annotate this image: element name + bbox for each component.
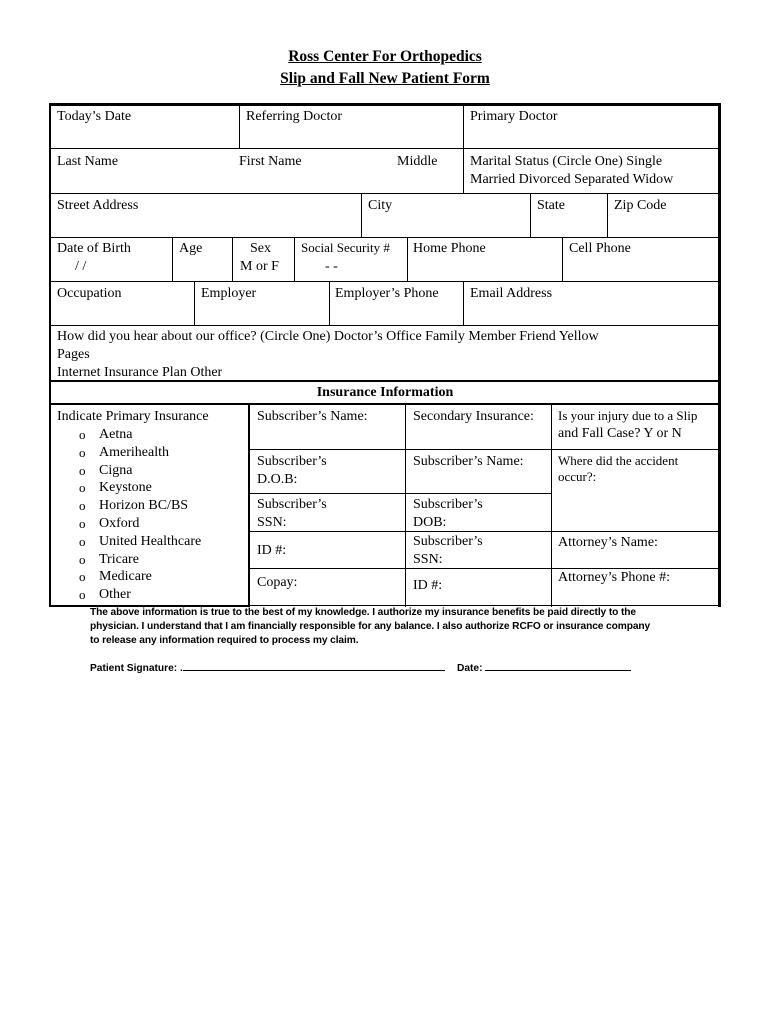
col-divider [562,237,563,281]
insurance-option[interactable] [57,426,201,444]
col-divider [530,193,531,237]
slip-fall-case-options[interactable]: and Fall Case? Y or N [558,426,682,441]
field-sec-subscriber-name[interactable]: Subscriber’s Name: [413,454,524,469]
row-divider [250,493,551,494]
circle-bullet-icon: o [79,444,86,460]
insurance-option[interactable] [57,479,201,497]
field-age[interactable]: Age [179,241,203,256]
col-divider [463,103,464,193]
patient-form [49,103,721,607]
col-divider [294,237,295,281]
field-city[interactable]: City [368,198,393,213]
insurance-option[interactable] [57,551,201,569]
insurance-option-label: Oxford [99,515,140,531]
field-subscriber-ssn[interactable]: Subscriber’s [257,497,327,512]
field-email-address[interactable]: Email Address [470,286,553,301]
field-date-of-birth[interactable]: Date of Birth [57,241,131,256]
circle-bullet-icon: o [79,551,86,567]
primary-insurance-options [57,426,201,604]
row-divider [49,325,721,326]
field-employer-phone[interactable]: Employer’s Phone [335,286,439,301]
insurance-option-label: Cigna [99,462,133,478]
insurance-option-label: Tricare [99,551,139,567]
border-left [49,103,51,607]
field-subscriber-name[interactable]: Subscriber’s Name: [257,409,368,424]
col-divider [194,281,195,325]
field-state[interactable]: State [537,198,565,213]
field-attorney-phone[interactable]: Attorney’s Phone #: [558,570,670,585]
field-sec-subscriber-dob[interactable]: Subscriber’s [413,497,483,512]
row-divider [49,148,721,149]
insurance-option[interactable] [57,533,201,551]
field-street-address[interactable]: Street Address [57,198,139,213]
date-field[interactable] [457,660,631,674]
field-primary-doctor[interactable]: Primary Doctor [470,109,558,124]
sec-subscriber-ssn-label: SSN: [413,552,443,567]
signature-line[interactable] [183,660,445,671]
insurance-option-label: Amerihealth [99,444,169,460]
field-sec-id-number[interactable]: ID #: [413,578,443,593]
referral-source-cont[interactable]: Pages [57,347,90,362]
field-zip-code[interactable]: Zip Code [614,198,667,213]
row-divider [49,237,721,238]
col-divider [361,193,362,237]
circle-bullet-icon: o [79,427,86,442]
col-divider [407,237,408,281]
insurance-option[interactable] [57,462,201,480]
field-secondary-insurance[interactable]: Secondary Insurance: [413,409,534,424]
col-divider [232,237,233,281]
field-first-name[interactable]: First Name [239,154,302,169]
circle-bullet-icon: o [79,569,86,585]
patient-signature-field[interactable] [90,660,445,674]
insurance-option[interactable] [57,497,201,515]
circle-bullet-icon: o [79,515,86,531]
circle-bullet-icon: o [79,587,86,603]
insurance-option[interactable] [57,568,201,586]
insurance-option-label: United Healthcare [99,533,202,549]
sec-subscriber-dob-label: DOB: [413,515,447,530]
col-divider [405,405,406,607]
circle-bullet-icon: o [79,480,86,496]
insurance-option-label: Aetna [99,427,133,442]
circle-bullet-icon: o [79,462,86,478]
referral-source-options[interactable]: Internet Insurance Plan Other [57,365,223,380]
field-id-number[interactable]: ID #: [257,543,287,558]
circle-bullet-icon: o [79,533,86,549]
ssn-dashes: - - [325,259,338,274]
field-todays-date[interactable]: Today’s Date [57,109,132,124]
authorization-line: physician. I understand that I am financially responsible for any balance. I also authorize RCFO or insurance company [90,621,651,632]
accident-location-cont: occur?: [558,469,597,484]
field-copay[interactable]: Copay: [257,575,298,590]
org-title: Ross Center For Orthopedics [288,48,482,65]
row-divider [49,193,721,194]
marital-options[interactable]: Married Divorced Separated Widow [470,172,674,187]
circle-bullet-icon: o [79,498,86,514]
insurance-heading: Insurance Information [316,385,454,400]
authorization-line: The above information is true to the best of my knowledge. I authorize my insurance benefits be paid directly to the [90,607,636,618]
insurance-option-label: Other [99,587,131,603]
field-home-phone[interactable]: Home Phone [413,241,486,256]
field-subscriber-dob[interactable]: Subscriber’s [257,454,327,469]
field-middle[interactable]: Middle [397,154,438,169]
col-divider [172,237,173,281]
field-social-security[interactable]: Social Security # [301,240,390,255]
authorization-statement [90,606,680,648]
insurance-option-label: Horizon BC/BS [99,498,189,514]
field-referring-doctor[interactable]: Referring Doctor [246,109,343,124]
col-divider [463,281,464,325]
col-divider [248,405,250,607]
row-divider [250,449,721,450]
field-sex[interactable]: Sex [250,241,271,256]
field-accident-location[interactable]: Where did the accident [558,453,679,468]
row-divider [49,281,721,282]
form-title: Slip and Fall New Patient Form [280,70,490,87]
patient-signature-label: Patient Signature: . [90,663,183,674]
date-label: Date: [457,663,483,674]
subscriber-dob-label: D.O.B: [257,472,298,487]
border-top [49,103,721,106]
field-marital-status[interactable]: Marital Status (Circle One) Single [470,154,663,169]
row-divider [49,403,721,405]
field-attorney-name[interactable]: Attorney’s Name: [558,535,658,550]
authorization-line: to release any information required to process my claim. [90,635,359,646]
insurance-option-label: Medicare [99,569,152,585]
referral-source-question[interactable]: How did you hear about our office? (Circle One) Doctor’s Office Family Member Friend Yellow [57,329,599,344]
date-line[interactable] [485,660,631,671]
col-divider [239,103,240,148]
insurance-option[interactable] [57,586,201,604]
insurance-option[interactable] [57,515,201,533]
insurance-option[interactable] [57,444,201,462]
primary-insurance-label: Indicate Primary Insurance [57,409,209,424]
dob-slashes: / / [75,259,87,274]
subscriber-ssn-label: SSN: [257,515,287,530]
field-employer[interactable]: Employer [201,286,257,301]
field-sec-subscriber-ssn[interactable]: Subscriber’s [413,534,483,549]
field-slip-fall-case[interactable]: Is your injury due to a Slip [558,408,698,423]
field-occupation[interactable]: Occupation [57,286,122,301]
field-last-name[interactable]: Last Name [57,154,119,169]
col-divider [607,193,608,237]
field-cell-phone[interactable]: Cell Phone [569,241,631,256]
insurance-option-label: Keystone [99,480,152,496]
col-divider [329,281,330,325]
col-divider [551,405,552,607]
sex-options: M or F [240,259,279,274]
row-divider [250,531,721,532]
